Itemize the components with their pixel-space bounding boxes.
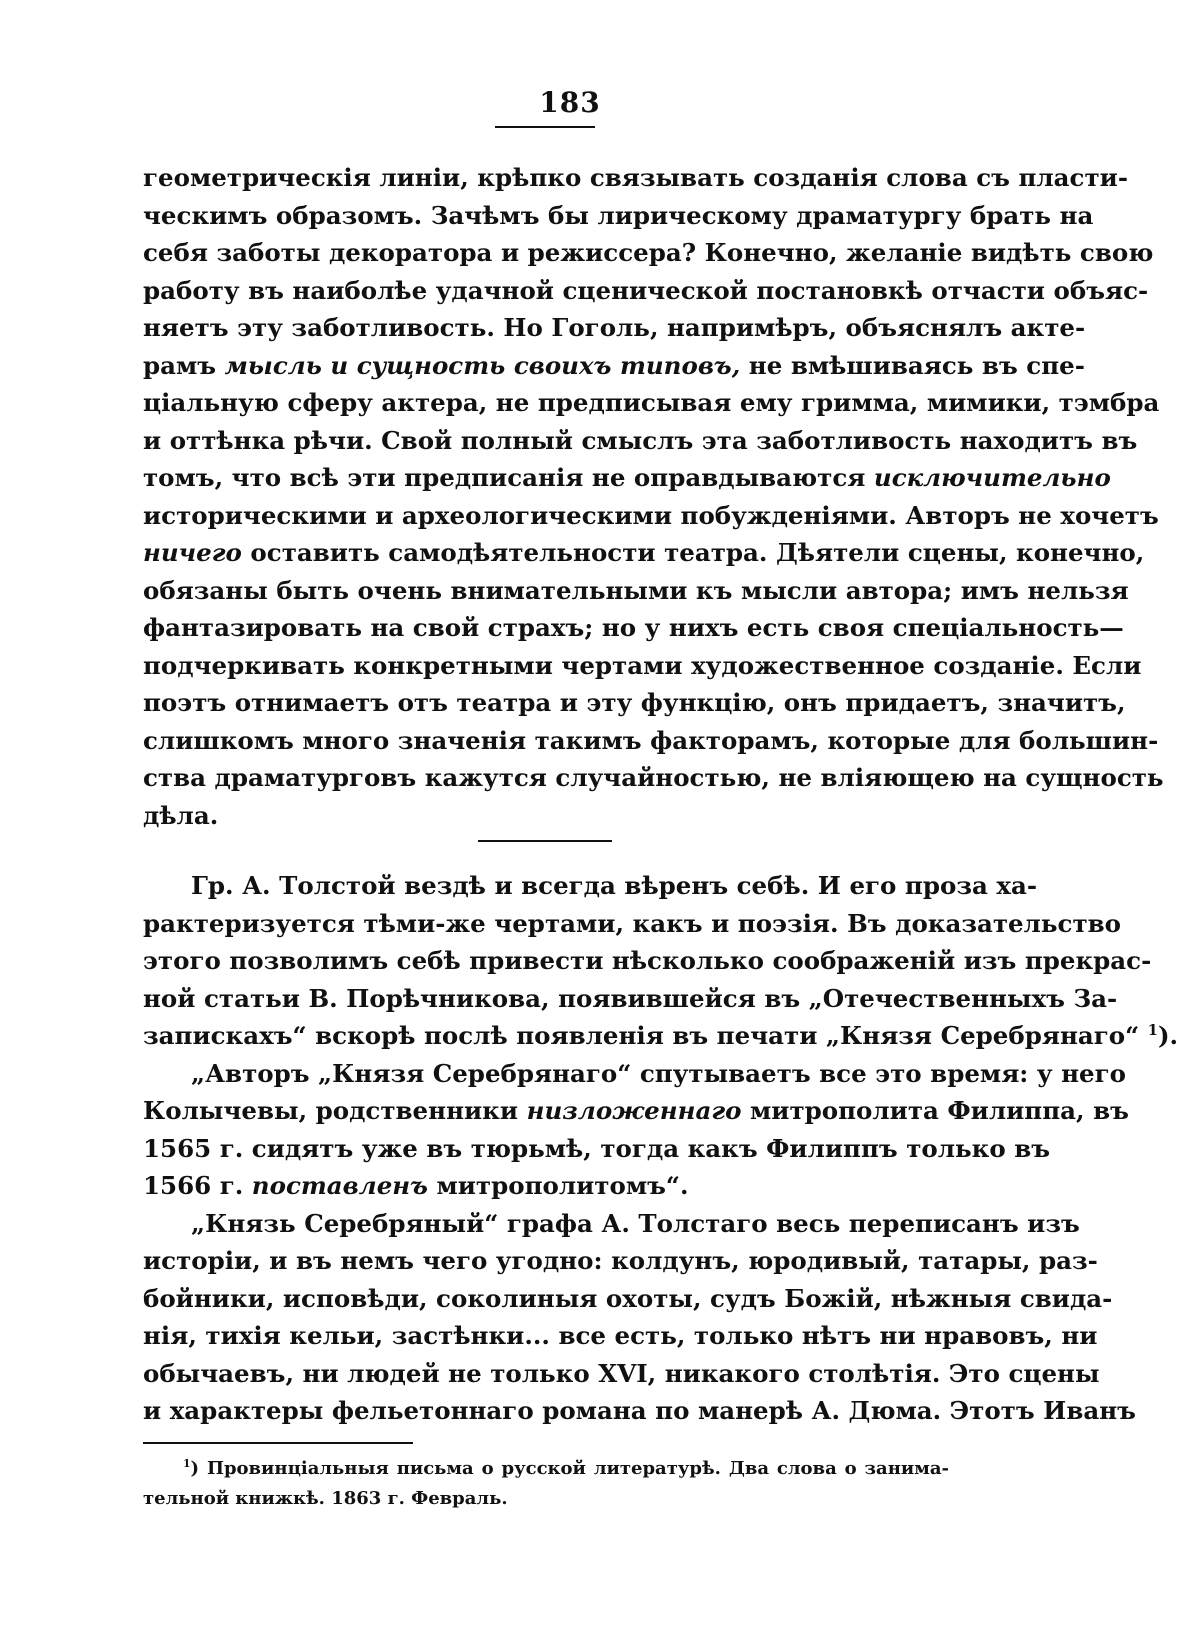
main-text-bottom <box>143 867 1178 1430</box>
italic-emphasis: исключительно <box>873 463 1111 492</box>
text-run: оставить самодѣятельности театра. Дѣятели сцены, конечно, <box>241 538 1145 567</box>
footnote-marker: 1 <box>183 1457 191 1470</box>
text-line <box>143 534 1145 572</box>
text-line: подчеркивать конкретными чертами художественное созданіе. Если <box>143 650 1142 680</box>
footnote-ref: 1 <box>1147 1021 1158 1039</box>
italic-emphasis: мысль и сущность своихъ типовъ, <box>224 350 741 380</box>
text-line <box>143 1092 1129 1130</box>
text-run: томъ, что всѣ эти предписанія не оправдываются <box>143 463 874 492</box>
text-run: ). <box>1157 1021 1178 1050</box>
text-line: обязаны быть очень внимательными къ мысли автора; имъ нельзя <box>143 575 1129 605</box>
text-line <box>143 1167 949 1205</box>
text-run: ) Провинціальныя письма о русской литературѣ. Два слова о занима- <box>190 1458 949 1479</box>
text-line: ной статьи В. Порѣчникова, появившейся въ „Отечественныхъ За- <box>143 983 1118 1013</box>
text-line <box>143 459 1111 497</box>
text-line: Гр. А. Толстой вездѣ и всегда вѣренъ себѣ. И его проза ха- <box>191 871 1038 900</box>
section-divider <box>478 840 612 842</box>
page-number-rule <box>495 126 595 128</box>
text-line: слишкомъ много значенія такимъ факторамъ, которые для большин- <box>143 725 1159 755</box>
text-run: 1566 г. <box>143 1171 252 1200</box>
text-line: „Авторъ „Князя Серебрянаго“ спутываетъ все это время: у него <box>191 1058 1126 1088</box>
text-line: поэтъ отнимаетъ отъ театра и эту функцію, онъ придаетъ, значитъ, <box>143 688 1126 717</box>
text-line: исторіи, и въ немъ чего угодно: колдунъ, юродивый, татары, раз- <box>143 1246 1098 1275</box>
italic-emphasis: поставленъ <box>251 1171 428 1200</box>
text-line: нія, тихія кельи, застѣнки... все есть, только нѣтъ ни нравовъ, ни <box>143 1321 1098 1350</box>
text-line: бойники, исповѣди, соколиныя охоты, судъ Божій, нѣжныя свида- <box>143 1283 1113 1313</box>
text-line: дѣла. <box>143 800 219 830</box>
text-run: рамъ <box>143 350 225 380</box>
text-line: и оттѣнка рѣчи. Свой полный смыслъ эта заботливость находитъ въ <box>143 425 1138 455</box>
text-line: ческимъ образомъ. Зачѣмъ бы лирическому драматургу брать на <box>143 200 1094 230</box>
text-line: себя заботы декоратора и режиссера? Конечно, желаніе видѣть свою <box>143 238 1154 267</box>
footnote-rule <box>143 1442 413 1444</box>
text-line: „Князь Серебряный“ графа А. Толстаго весь переписанъ изъ <box>191 1208 1080 1238</box>
text-line: няетъ эту заботливость. Но Гоголь, напримѣръ, объяснялъ акте- <box>143 313 1086 342</box>
text-line: и характеры фельетоннаго романа по манерѣ А. Дюма. Этотъ Иванъ <box>143 1396 1136 1425</box>
italic-emphasis: низложеннаго <box>526 1096 742 1125</box>
footnote-line: тельной книжкѣ. 1863 г. Февраль. <box>143 1488 508 1509</box>
text-line: ціальную сферу актера, не предписывая ему гримма, мимики, тэмбра <box>143 388 1160 417</box>
page-number: 183 <box>539 86 601 119</box>
text-line: рактеризуется тѣми-же чертами, какъ и поэзія. Въ доказательство <box>143 908 1122 938</box>
text-line: ства драматурговъ кажутся случайностью, не вліяющею на сущность <box>143 763 1164 792</box>
text-run: Колычевы, родственники <box>143 1096 527 1125</box>
text-line: работу въ наиболѣе удачной сценической постановкѣ отчасти объяс- <box>143 275 1149 305</box>
italic-emphasis: ничего <box>143 538 242 567</box>
text-run: запискахъ“ вскорѣ послѣ появленія въ печати „Князя Серебрянаго“ <box>143 1021 1140 1050</box>
text-line: 1565 г. сидятъ уже въ тюрьмѣ, тогда какъ Филиппъ только въ <box>143 1133 1051 1163</box>
footnote-line <box>143 1454 949 1484</box>
text-line: обычаевъ, ни людей не только XVI, никакого столѣтія. Это сцены <box>143 1358 1100 1388</box>
text-run: митрополитомъ“. <box>427 1171 689 1200</box>
text-run: митрополита Филиппа, въ <box>741 1096 1129 1125</box>
text-line <box>143 1017 1178 1055</box>
text-line: геометрическія линіи, крѣпко связывать созданія слова съ пласти- <box>143 163 1128 192</box>
text-run: не вмѣшиваясь въ спе- <box>740 350 1085 380</box>
footnote <box>143 1454 949 1514</box>
main-text-top <box>143 159 1164 834</box>
text-line <box>143 347 1085 385</box>
text-line: фантазировать на свой страхъ; но у нихъ есть своя спеціальность— <box>143 613 1124 642</box>
text-line: историческими и археологическими побужденіями. Авторъ не хочетъ <box>143 500 1159 530</box>
text-line: этого позволимъ себѣ привести нѣсколько соображеній изъ прекрас- <box>143 946 1152 975</box>
